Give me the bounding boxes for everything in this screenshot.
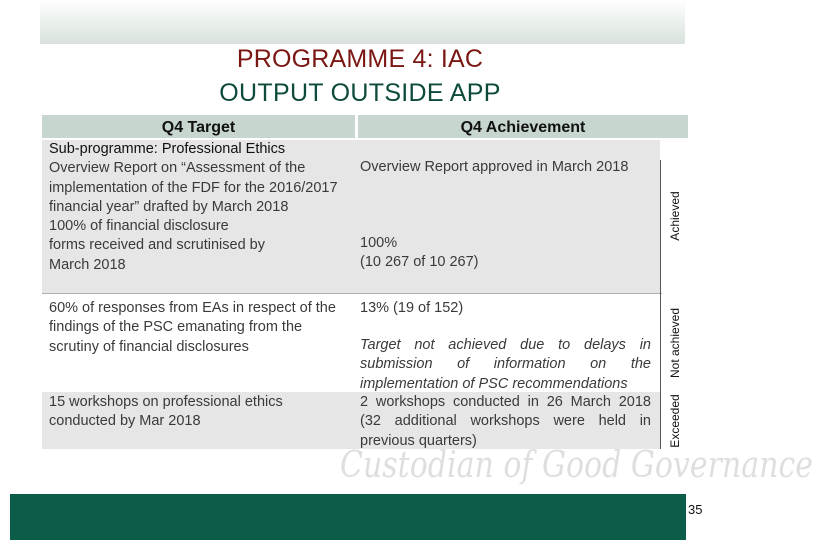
achievement-detail-2: (10 267 of 10 267) (360, 254, 479, 270)
achievement-text-4: 2 workshops conducted in 26 March 2018 (32 additional workshops were held in previous quarters) (360, 394, 651, 449)
subprogramme-heading: Sub-programme: Professional Ethics (49, 141, 286, 157)
page-title: PROGRAMME 4: IAC (236, 45, 484, 73)
watermark-text: Custodian of Good Governance (340, 444, 813, 487)
page-number: 35 (688, 502, 703, 517)
status-exceeded (662, 392, 688, 449)
status-label-achieved: Achieved (668, 190, 682, 241)
status-achieved (662, 138, 688, 293)
page-subtitle: OUTPUT OUTSIDE APP (219, 79, 501, 107)
achievement-cell-4 (355, 392, 660, 449)
status-not-achieved (662, 295, 688, 391)
achievement-pct-2: 100% (360, 235, 398, 251)
status-label-not-achieved: Not achieved (668, 307, 682, 379)
column-header-target: Q4 Target (42, 115, 355, 138)
target-cell-1 (42, 140, 355, 293)
row-divider-1 (42, 293, 662, 294)
status-column-divider (660, 160, 661, 449)
target-text-2: 100% of financial disclosure forms received and scrutinised by March 2018 (49, 218, 265, 273)
achievement-text-1: Overview Report approved in March 2018 (360, 159, 629, 175)
column-header-achievement: Q4 Achievement (358, 115, 688, 138)
target-cell-3 (42, 297, 355, 391)
status-label-exceeded: Exceeded (668, 393, 682, 448)
achievement-pct-3: 13% (19 of 152) (360, 300, 464, 316)
target-text-4: 15 workshops on professional ethics conducted by Mar 2018 (49, 394, 283, 430)
achievement-cell-1 (355, 140, 660, 293)
target-text-3: 60% of responses from EAs in respect of the findings of the PSC emanating from the scrutiny of financial disclosures (49, 300, 336, 355)
target-text-1: Overview Report on “Assessment of the implementation of the FDF for the 2016/2017 financial year” drafted by March 2018 (49, 160, 338, 215)
header-band (40, 0, 685, 44)
achievement-cell-3 (355, 297, 660, 391)
target-cell-4 (42, 392, 355, 449)
footer-bar (10, 494, 686, 540)
achievement-note-3: Target not achieved due to delays in submission of information on the implementation of PSC recommendations (360, 337, 651, 392)
